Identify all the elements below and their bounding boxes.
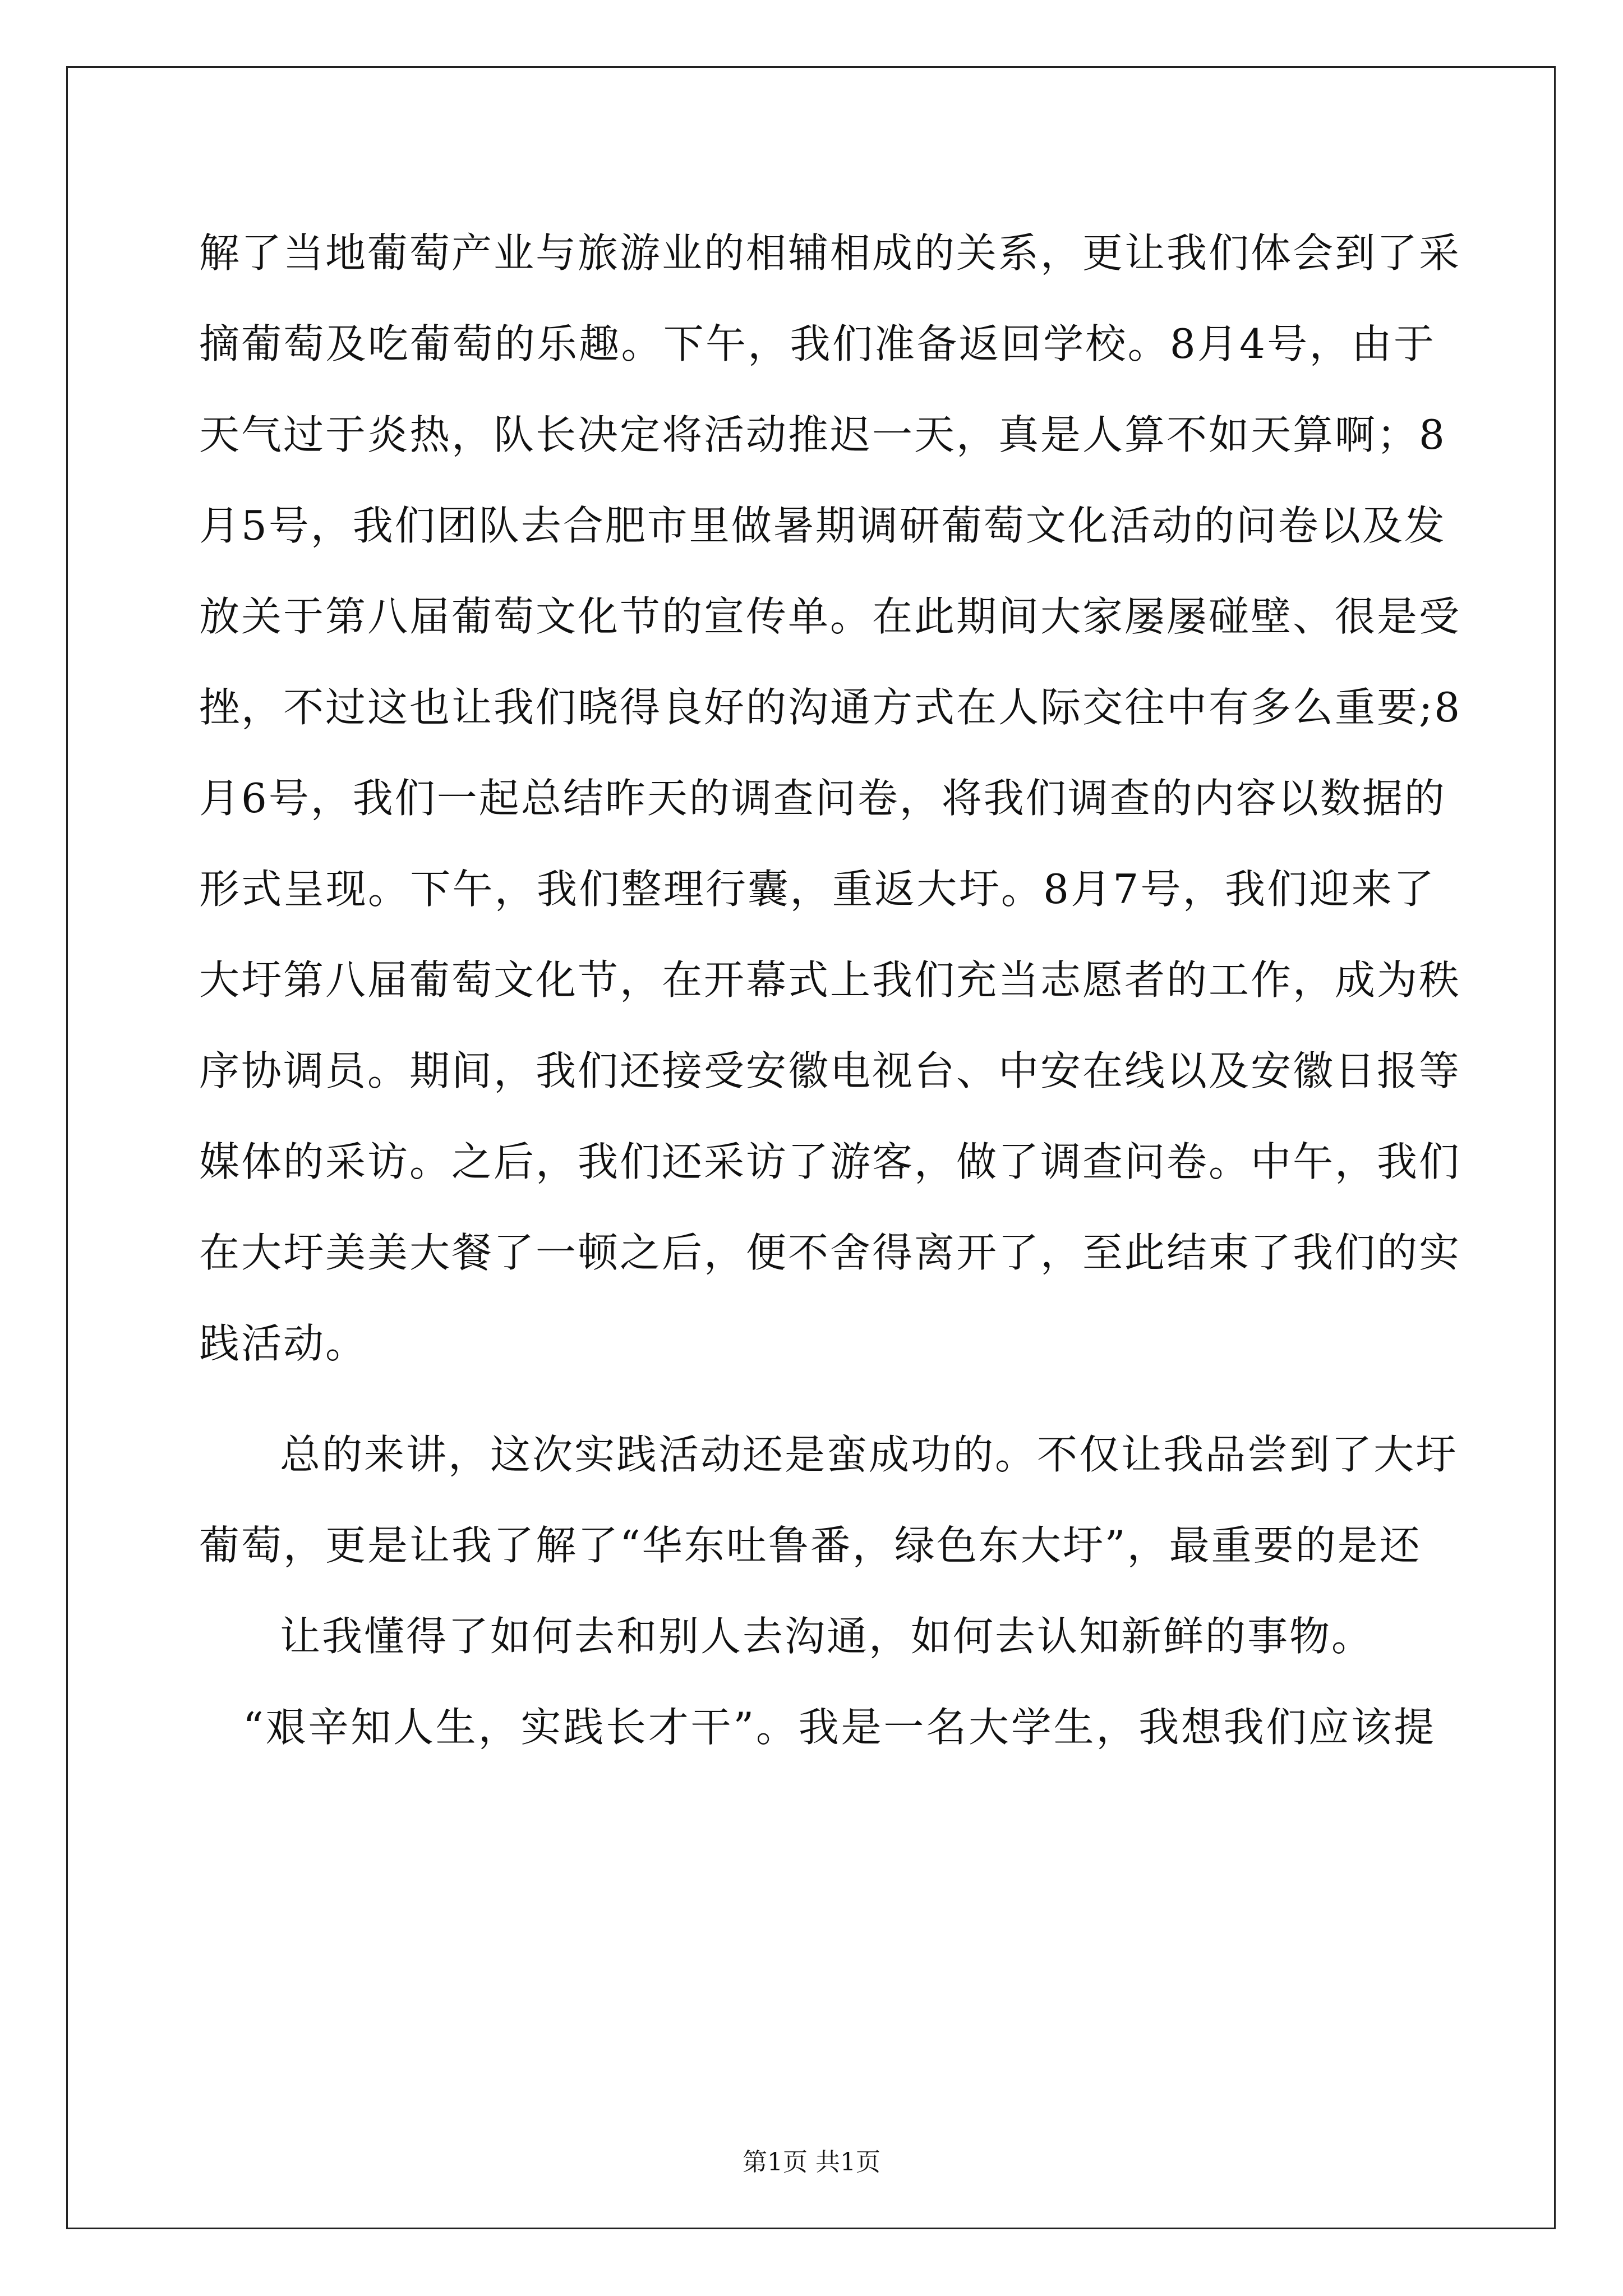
text-line: 大圩第八届葡萄文化节，在开幕式上我们充当志愿者的工作，成为秩: [199, 956, 1461, 1004]
text-line: 摘葡萄及吃葡萄的乐趣。下午，我们准备返回学校。8月4号，由于: [199, 320, 1436, 367]
text-line: 挫，不过这也让我们晓得良好的沟通方式在人际交往中有多么重要;8: [199, 684, 1462, 731]
text-line: 月6号，我们一起总结昨天的调查问卷，将我们调查的内容以数据的: [199, 775, 1446, 822]
page-number-footer: 第1页 共1页: [743, 2148, 880, 2177]
text-line: 解了当地葡萄产业与旅游业的相辅相成的关系，更让我们体会到了采: [199, 229, 1461, 277]
text-line: 形式呈现。下午，我们整理行囊，重返大圩。8月7号，我们迎来了: [199, 866, 1436, 913]
paragraph-start-line: 总的来讲，这次实践活动还是蛮成功的。不仅让我品尝到了大圩: [280, 1431, 1458, 1478]
text-line: 践活动。: [199, 1320, 368, 1367]
text-line: 序协调员。期间，我们还接受安徽电视台、中安在线以及安徽日报等: [199, 1047, 1461, 1094]
text-line: 在大圩美美大餐了一顿之后，便不舍得离开了，至此结束了我们的实: [199, 1229, 1461, 1276]
paragraph-start-line: “艰辛知人生，实践长才干”。我是一名大学生，我想我们应该提: [243, 1704, 1436, 1751]
paragraph-gap: [199, 1389, 1436, 1409]
text-line: 葡萄，更是让我了解了“华东吐鲁番，绿色东大圩”，最重要的是还: [199, 1522, 1422, 1569]
text-line: 天气过于炎热，队长决定将活动推迟一天，真是人算不如天算啊；8: [199, 411, 1446, 458]
text-line: 放关于第八届葡萄文化节的宣传单。在此期间大家屡屡碰壁、很是受: [199, 593, 1461, 640]
document-body: [199, 208, 1462, 1773]
paragraph-start-line: 让我懂得了如何去和别人去沟通，如何去认知新鲜的事物。: [280, 1613, 1374, 1660]
text-line: 月5号，我们团队去合肥市里做暑期调研葡萄文化活动的问卷以及发: [199, 502, 1446, 549]
text-line: 媒体的采访。之后，我们还采访了游客，做了调查问卷。中午，我们: [199, 1138, 1461, 1185]
